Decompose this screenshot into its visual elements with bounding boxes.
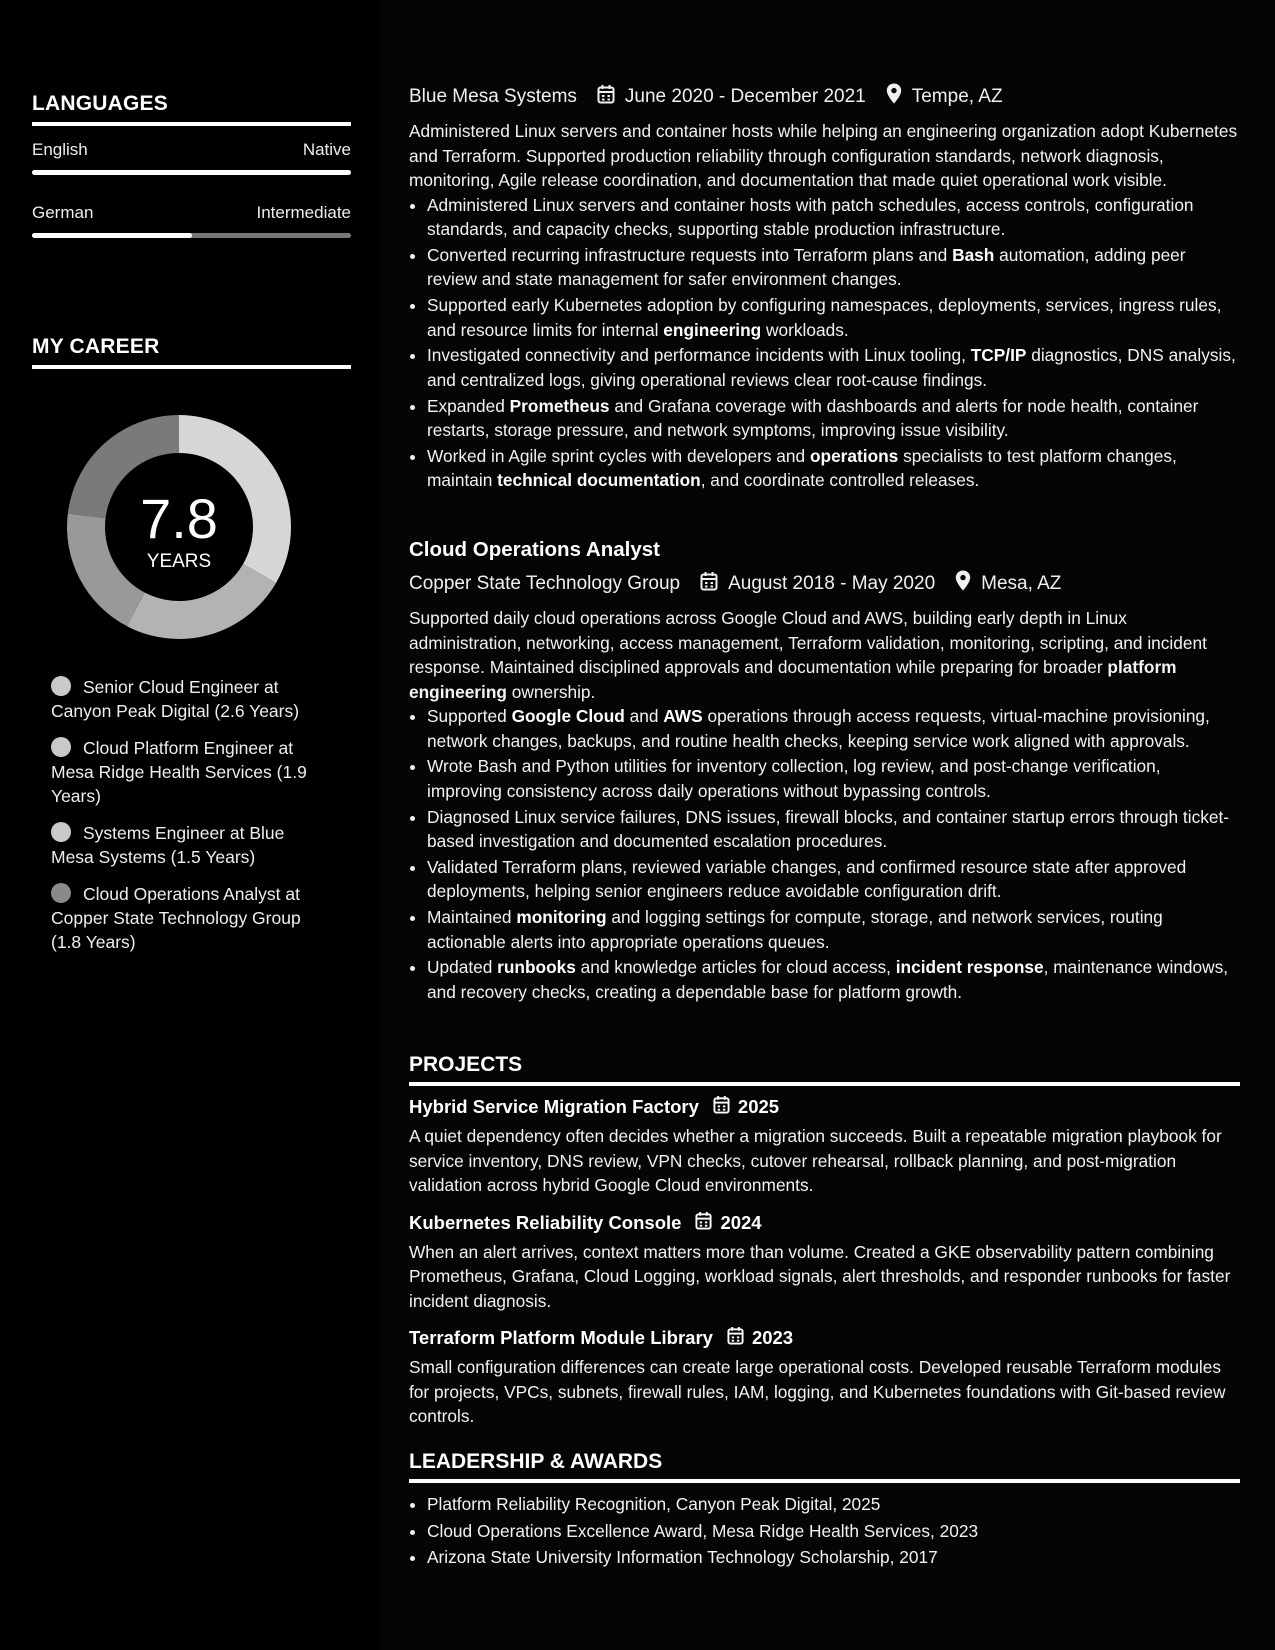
language-proficiency-bar xyxy=(32,233,351,238)
job-title: Cloud Operations Analyst xyxy=(409,538,660,561)
language-item xyxy=(32,140,351,175)
calendar-icon xyxy=(700,571,718,597)
career-legend-label: Systems Engineer at Blue Mesa Systems (1.5 Years) xyxy=(51,823,285,867)
languages-section xyxy=(32,92,351,238)
project-description: When an alert arrives, context matters more than volume. Created a GKE observability pattern combining Prometheus, Grafana, Cloud Logging, workload signals, alert thresholds, and responder runbooks for faster incident diagnosis. xyxy=(409,1241,1231,1311)
job-summary: Supported daily cloud operations across Google Cloud and AWS, building early depth in Linux administration, networking, access management, Terraform validation, monitoring, scripting, and incident response. Maintained disciplined approvals and documentation while preparing for broader platform engineering ownership. xyxy=(409,608,1207,702)
award-list xyxy=(409,1492,1240,1570)
language-name: English xyxy=(32,140,88,159)
projects-title: PROJECTS xyxy=(409,1053,1240,1086)
job-bullet: • Converted recurring infrastructure requests into Terraform plans and Bash automation, adding peer review and state management for safer environment changes. xyxy=(427,243,1240,292)
job-bullet: • Supported early Kubernetes adoption by configuring namespaces, deployments, services, ingress rules, and resource limits for internal engineering workloads. xyxy=(427,293,1240,342)
job-bullets xyxy=(409,193,1240,493)
job-entry-blue-mesa xyxy=(409,83,1240,494)
job-bullet: • Wrote Bash and Python utilities for inventory collection, log review, and post-change verification, improving consistency across daily operations without bypassing controls. xyxy=(427,754,1240,803)
project-year: 2023 xyxy=(751,1327,794,1348)
job-summary: Administered Linux servers and container hosts while helping an engineering organization adopt Kubernetes and Terraform. Supported production reliability through configuration standards, network diagnosis, monitoring, Agile release coordination, and documentation that made quiet operational work visible. xyxy=(409,121,1238,190)
language-row xyxy=(32,203,351,223)
calendar-icon xyxy=(695,1211,712,1235)
career-legend-item xyxy=(51,736,331,808)
language-proficiency-fill xyxy=(32,233,192,238)
job-bullet: • Diagnosed Linux service failures, DNS issues, firewall blocks, and container startup errors through ticket-based investigation and documented escalation procedures. xyxy=(427,805,1240,854)
job-bullet: • Supported Google Cloud and AWS operations through access requests, virtual-machine provisioning, network changes, backups, and routine health checks, keeping service work aligned with approvals. xyxy=(427,704,1240,753)
project-heading xyxy=(409,1211,1240,1235)
award-item: • Cloud Operations Excellence Award, Mesa Ridge Health Services, 2023 xyxy=(427,1519,1240,1544)
project-heading xyxy=(409,1326,1240,1350)
language-proficiency-fill xyxy=(32,170,351,175)
language-item xyxy=(32,203,351,238)
career-title: MY CAREER xyxy=(32,335,351,369)
job-bullet: • Updated runbooks and knowledge articles for cloud access, incident response, maintenance windows, and recovery checks, creating a dependable base for platform growth. xyxy=(427,955,1240,1004)
job-meta xyxy=(409,570,1240,597)
calendar-icon xyxy=(713,1095,730,1119)
job-dates: August 2018 - May 2020 xyxy=(728,572,936,594)
project-description: Small configuration differences can create large operational costs. Developed reusable Terraform modules for projects, VPCs, subnets, firewall rules, IAM, logging, and Kubernetes foundations with Git-based review controls. xyxy=(409,1357,1226,1426)
project-list xyxy=(409,1095,1240,1429)
language-proficiency-bar xyxy=(32,170,351,175)
project-item xyxy=(409,1095,1240,1198)
awards-title: LEADERSHIP & AWARDS xyxy=(409,1450,1240,1483)
calendar-icon xyxy=(727,1326,744,1350)
career-donut-chart xyxy=(66,414,292,640)
career-legend-item xyxy=(51,821,331,869)
career-total-unit: YEARS xyxy=(146,551,212,572)
career-legend-item xyxy=(51,675,331,723)
job-location: Mesa, AZ xyxy=(981,572,1062,594)
award-item: • Arizona State University Information Technology Scholarship, 2017 xyxy=(427,1545,1240,1570)
calendar-icon xyxy=(597,84,615,110)
legend-dot-icon xyxy=(51,883,71,903)
languages-title: LANGUAGES xyxy=(32,92,351,126)
project-item xyxy=(409,1211,1240,1314)
career-legend-item xyxy=(51,882,331,954)
map-pin-icon xyxy=(886,83,902,110)
project-name: Kubernetes Reliability Console xyxy=(409,1211,682,1233)
career-legend-label: Senior Cloud Engineer at Canyon Peak Digital (2.6 Years) xyxy=(51,677,300,721)
project-heading xyxy=(409,1095,1240,1119)
awards-section xyxy=(409,1450,1240,1572)
award-item: • Platform Reliability Recognition, Canyon Peak Digital, 2025 xyxy=(427,1492,1240,1517)
project-name: Terraform Platform Module Library xyxy=(409,1327,713,1348)
project-name: Hybrid Service Migration Factory xyxy=(409,1096,699,1117)
project-year: 2024 xyxy=(720,1211,762,1233)
language-name: German xyxy=(32,203,94,222)
job-bullet: • Administered Linux servers and container hosts with patch schedules, access controls, configuration standards, and capacity checks, supporting stable production infrastructure. xyxy=(427,193,1240,242)
job-bullet: • Maintained monitoring and logging settings for compute, storage, and network services, routing actionable alerts into appropriate operations queues. xyxy=(427,905,1240,954)
career-legend-label: Cloud Operations Analyst at Copper State Technology Group (1.8 Years) xyxy=(51,884,301,952)
donut-segment xyxy=(127,564,276,639)
main-content xyxy=(380,0,1275,1650)
job-company: Copper State Technology Group xyxy=(409,572,681,594)
projects-section xyxy=(409,1053,1240,1429)
career-section xyxy=(32,335,351,369)
languages-list xyxy=(32,140,351,238)
job-bullet: • Worked in Agile sprint cycles with developers and operations specialists to test platform changes, maintain technical documentation, and coordinate controlled releases. xyxy=(427,444,1240,493)
job-bullet: • Expanded Prometheus and Grafana coverage with dashboards and alerts for node health, container restarts, storage pressure, and network symptoms, improving issue visibility. xyxy=(427,394,1240,443)
job-dates: June 2020 - December 2021 xyxy=(624,85,866,107)
job-bullet: • Investigated connectivity and performance incidents with Linux tooling, TCP/IP diagnostics, DNS analysis, and centralized logs, giving operational reviews clear root-cause findings. xyxy=(427,343,1240,392)
map-pin-icon xyxy=(955,570,971,597)
donut-segment xyxy=(67,513,145,626)
job-location: Tempe, AZ xyxy=(911,85,1003,107)
language-level: Intermediate xyxy=(256,203,351,222)
sidebar xyxy=(0,0,380,1650)
language-level: Native xyxy=(302,140,351,159)
project-description: A quiet dependency often decides whether a migration succeeds. Built a repeatable migration playbook for service inventory, DNS review, VPN checks, cutover rehearsal, rollback planning, and post-migration validation across hybrid Google Cloud environments. xyxy=(409,1126,1222,1195)
legend-dot-icon xyxy=(51,737,71,757)
project-item xyxy=(409,1326,1240,1429)
job-bullets xyxy=(409,704,1240,1004)
job-entry-copper-state xyxy=(409,538,1240,1006)
career-legend-label: Cloud Platform Engineer at Mesa Ridge Health Services (1.9 Years) xyxy=(51,738,307,806)
project-year: 2025 xyxy=(737,1096,780,1117)
job-company: Blue Mesa Systems xyxy=(409,85,577,107)
legend-dot-icon xyxy=(51,822,71,842)
career-total-years: 7.8 xyxy=(140,487,218,550)
career-legend xyxy=(51,675,331,967)
job-meta xyxy=(409,83,1240,110)
legend-dot-icon xyxy=(51,676,71,696)
language-row xyxy=(32,140,351,160)
job-bullet: • Validated Terraform plans, reviewed variable changes, and confirmed resource state after approved deployments, helping senior engineers reduce avoidable configuration drift. xyxy=(427,855,1240,904)
